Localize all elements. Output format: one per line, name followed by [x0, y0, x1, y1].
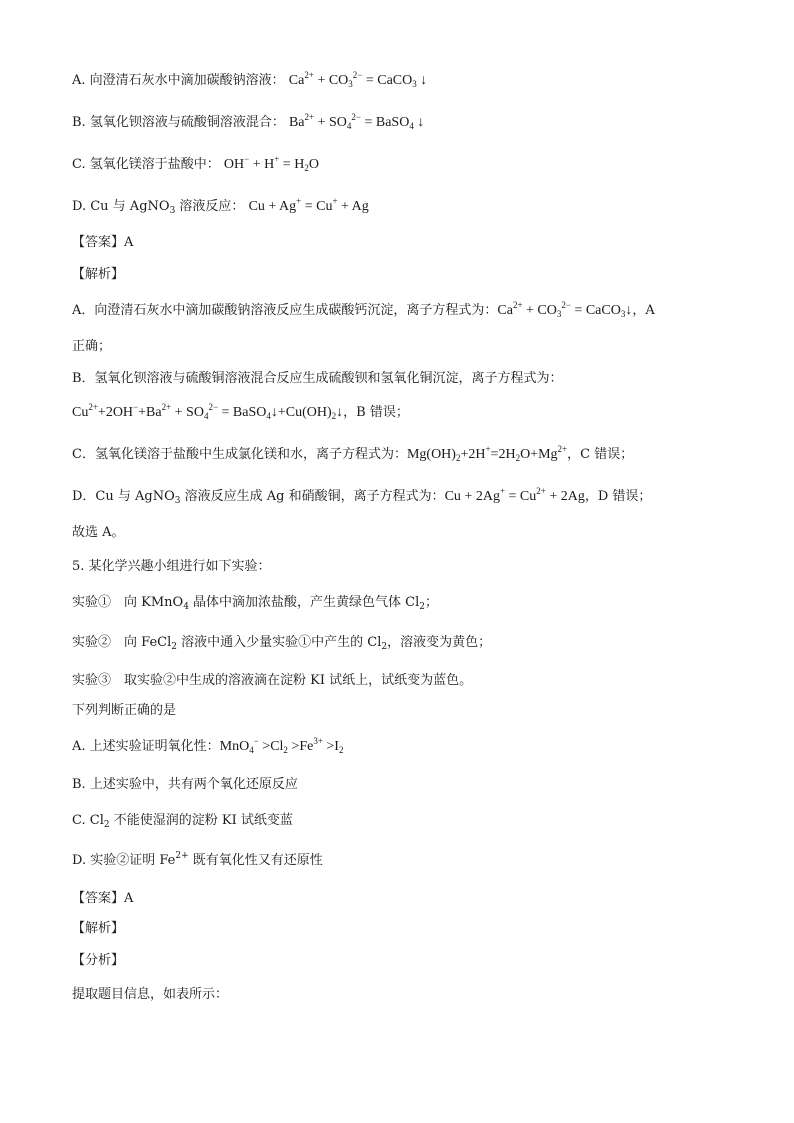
analysis-c: C．氢氧化镁溶于盐酸中生成氯化镁和水，离子方程式为：$Mg(OH)_2+2H^+=2H_2O+Mg^{2+}$，C 错误；	[72, 444, 634, 463]
q5-extract: 提取题目信息，如表所示：	[72, 987, 229, 1002]
analysis-label-q4: 【解析】	[72, 267, 125, 282]
q5-fenxi-label: 【分析】	[72, 953, 125, 968]
analysis-conclusion: 故选 A。	[72, 525, 125, 540]
option-a-prefix: A. 向澄清石灰水中滴加碳酸钠溶液：	[72, 73, 285, 88]
option-a-equation: $Ca^{2+} + CO_3^{2-}$ = CaCO$_3$ ↓	[288, 70, 428, 89]
q5-option-b: B. 上述实验中，共有两个氧化还原反应	[72, 777, 298, 792]
q5-option-c: C. $Cl_2$ 不能使湿润的淀粉 KI 试纸变蓝	[72, 813, 293, 830]
option-b	[72, 114, 734, 132]
analysis-a-line1: A．向澄清石灰水中滴加碳酸钠溶液反应生成碳酸钙沉淀，离子方程式为：$Ca^{2+} + CO_3^{2-}$ = CaCO$_3$↓，A	[72, 300, 655, 319]
option-d-equation: Cu + Ag+ = Cu+ + Ag	[248, 196, 369, 214]
analysis-d: D．Cu 与 AgNO$_3$ 溶液反应生成 Ag 和硝酸铜，离子方程式为：$Cu + 2Ag^+ = Cu^{2+} + 2Ag$，D 错误；	[72, 486, 652, 506]
q5-stem: 5. 某化学兴趣小组进行如下实验：	[72, 559, 271, 574]
q5-option-a: A. 上述实验证明氧化性：$MnO_4^- >Cl_2 >Fe^{3+} >I_2$	[72, 736, 344, 755]
option-b-equation: $Ba^{2+} + SO_4^{2-}$ = BaSO$_4$ ↓	[288, 112, 425, 131]
q5-exp1: 实验① 向 KMnO$_4$ 晶体中滴加浓盐酸，产生黄绿色气体 $Cl_2$；	[72, 595, 439, 612]
option-c	[72, 156, 734, 174]
analysis-b-line1: B．氢氧化钡溶液与硫酸铜溶液混合反应生成硫酸钡和氢氧化铜沉淀，离子方程式为：	[72, 371, 563, 386]
analysis-b-line2: $Cu^{2+}+2OH^-+Ba^{2+} + SO_4^{2-}$ = $BaSO_4↓+Cu(OH)_2↓$，B 错误；	[72, 402, 409, 421]
q5-answer: 【答案】A	[72, 891, 134, 906]
q5-exp3: 实验③ 取实验②中生成的溶液滴在淀粉 KI 试纸上，试纸变为蓝色。	[72, 673, 473, 688]
option-c-prefix: C. 氢氧化镁溶于盐酸中：	[72, 157, 220, 172]
q5-exp2: 实验② 向 FeCl$_2$ 溶液中通入少量实验①中产生的 $Cl_2$，溶液变为黄色；	[72, 635, 492, 652]
option-d	[72, 198, 734, 216]
analysis-a-line2: 正确；	[72, 339, 112, 354]
q5-option-d: D. 实验②证明 $Fe^{2+}$ 既有氧化性又有还原性	[72, 851, 323, 868]
q5-analysis-label: 【解析】	[72, 921, 125, 936]
option-c-equation: $OH^- + H^+ = H_2O$	[223, 154, 319, 173]
option-d-prefix: D. Cu 与 AgNO$_3$ 溶液反应：	[72, 199, 245, 216]
answer-q4: 【答案】A	[72, 235, 134, 250]
q5-question: 下列判断正确的是	[72, 703, 177, 718]
option-a	[72, 72, 734, 90]
option-b-prefix: B. 氢氧化钡溶液与硫酸铜溶液混合：	[72, 115, 285, 130]
